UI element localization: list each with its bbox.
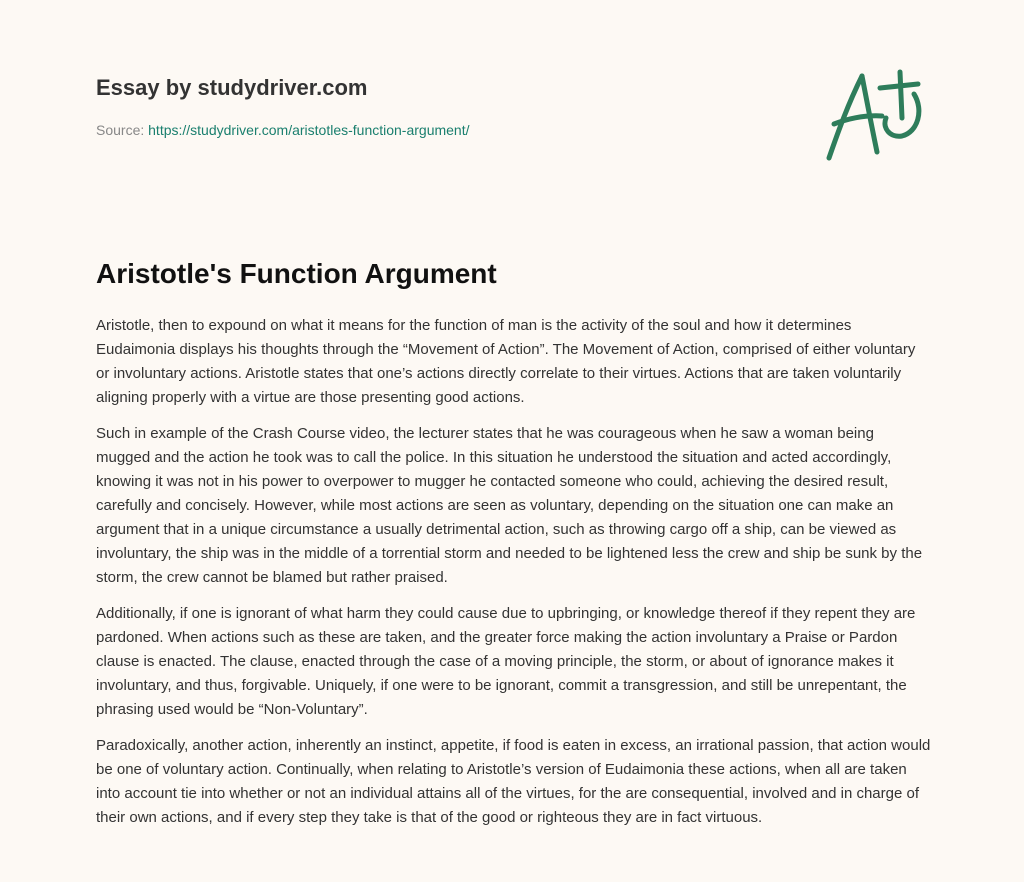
logo-a-crossbar [834, 116, 882, 124]
source-label: Source: [96, 122, 149, 138]
article-body [96, 314, 932, 842]
article-paragraph: Paradoxically, another action, inherently an instinct, appetite, if food is eaten in excess, an irrational passion, that action would be one of voluntary action. Continually, when relating to Aristotle’s version of Eudaimonia these actions, when all are taken into account tie into whether or not an individual attains all of the virtues, for the are consequential, involved and in charge of their own actions, and if every step they take is that of the good or righteous they are in fact virtuous. [96, 737, 931, 826]
source-link[interactable]: https://studydriver.com/aristotles-function-argument/ [148, 122, 470, 138]
essay-header [96, 72, 796, 140]
essay-source-title: Essay by studydriver.com [96, 75, 368, 100]
article-paragraph: Aristotle, then to expound on what it means for the function of man is the activity of the soul and how it determines Eudaimonia displays his thoughts through the “Movement of Action”. The Movement of Action, comprised of either voluntary or involuntary actions. Aristotle states that one’s actions directly correlate to their virtues. Actions that are taken voluntarily aligning properly with a virtue are those presenting good actions. [96, 317, 916, 406]
a-plus-logo-svg [820, 66, 930, 166]
article-title: Aristotle's Function Argument [96, 258, 497, 289]
article-paragraph: Additionally, if one is ignorant of what harm they could cause due to upbringing, or knowledge thereof if they repent they are pardoned. When actions such as these are taken, and the greater force making the action involuntary a Praise or Pardon clause is enacted. The clause, enacted through the case of a moving principle, the storm, or about of ignorance makes it involuntary, and thus, forgivable. Uniquely, if one were to be ignorant, commit a transgression, and still be unrepentant, the phrasing used would be “Non-Voluntary”. [96, 605, 916, 718]
source-line [96, 120, 796, 140]
a-plus-logo-icon [820, 66, 930, 166]
article-paragraph: Such in example of the Crash Course video, the lecturer states that he was courageous when he saw a woman being mugged and the action he took was to call the police. In this situation he understood the situation and acted accordingly, knowing it was not in his power to overpower to mugger he contacted someone who could, achieving the desired result, carefully and concisely. However, while most actions are seen as voluntary, depending on the situation one can make an argument that in a unique circumstance a usually detrimental action, such as throwing cargo off a ship, can be viewed as involuntary, the ship was in the middle of a torrential storm and needed to be lightened less the crew and ship be sunk by the storm, the crew cannot be blamed but rather praised. [96, 425, 923, 586]
logo-plus-vertical [900, 72, 902, 118]
